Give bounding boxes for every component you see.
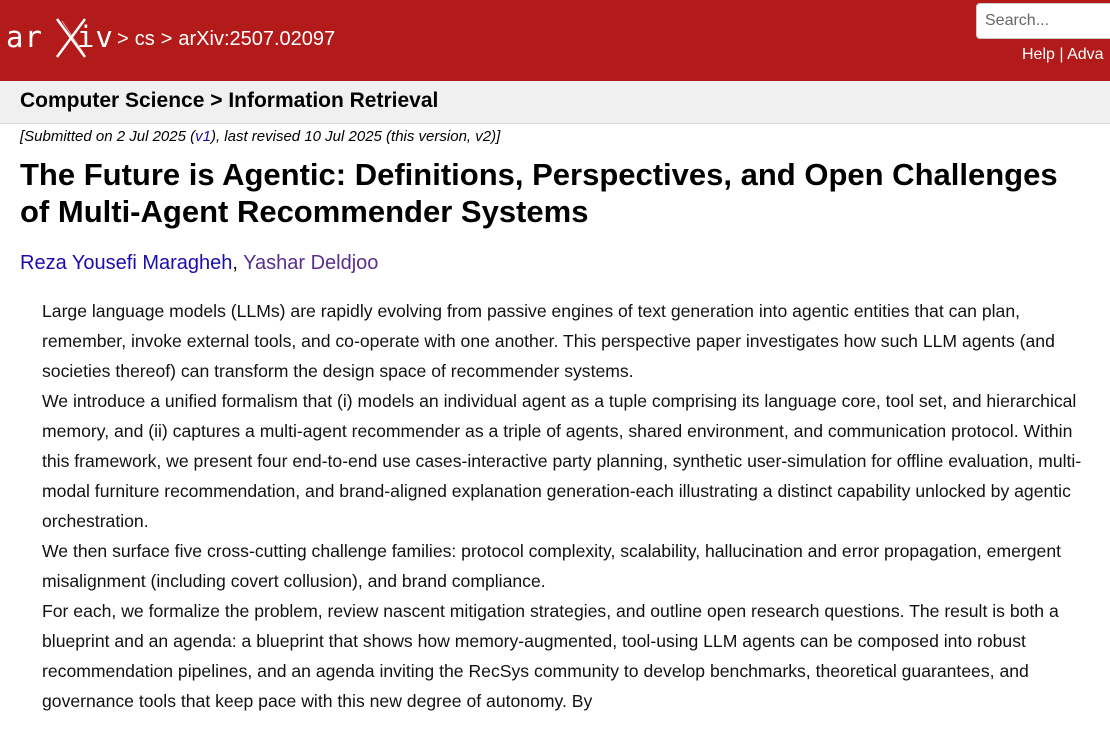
author-link[interactable]: Reza Yousefi Maragheh — [20, 252, 233, 274]
abstract — [42, 296, 1092, 716]
advanced-search-link[interactable]: Adva — [1067, 46, 1104, 63]
category-bar — [0, 81, 1110, 124]
abstract-paragraph: We then surface five cross-cutting challenge families: protocol complexity, scalability, hallucination and error propagation, emergent misalignment (including covert collusion), and brand compliance. — [42, 541, 1061, 591]
dateline-prefix: [Submitted on 2 Jul 2025 ( — [20, 128, 196, 145]
breadcrumb-separator: > — [117, 28, 129, 50]
logo-text-right: iv — [76, 20, 114, 54]
breadcrumb — [117, 27, 341, 51]
logo-text-left: ar — [6, 20, 43, 54]
version-v1-link[interactable]: v1 — [195, 128, 211, 145]
abstract-paragraph: We introduce a unified formalism that (i) models an individual agent as a tuple comprising its language core, tool set, and hierarchical memory, and (ii) captures a multi-agent recommender as a triple of agents, shared environment, and communication protocol. Within this framework, we present four end-to-end use cases-interactive party planning, synthetic user-simulation for offline evaluation, multi-modal furniture recommendation, and brand-aligned explanation generation-each illustrating a distinct capability unlocked by agentic orchestration. — [42, 391, 1082, 531]
dateline-suffix: ), last revised 10 Jul 2025 (this version, v2)] — [210, 128, 501, 145]
abstract-paragraph: Large language models (LLMs) are rapidly evolving from passive engines of text generation into agentic entities that can plan, remember, invoke external tools, and co-operate with one another. This perspective paper investigates how such LLM agents (and societies thereof) can transform the design space of recommender systems. — [42, 301, 1055, 381]
breadcrumb-paper-id: arXiv:2507.02097 — [178, 28, 336, 50]
submission-dateline — [20, 128, 500, 145]
category-heading: Computer Science > Information Retrieval — [20, 89, 439, 112]
search-input[interactable] — [976, 3, 1110, 39]
author-link[interactable]: Yashar Deldjoo — [243, 252, 379, 274]
site-header — [0, 0, 1110, 82]
author-separator: , — [232, 252, 244, 274]
breadcrumb-separator: > — [160, 28, 173, 50]
help-link[interactable]: Help — [1022, 46, 1055, 63]
help-links — [1022, 46, 1104, 64]
abstract-paragraph: For each, we formalize the problem, review nascent mitigation strategies, and outline open research questions. The result is both a blueprint and an agenda: a blueprint that shows how memory-augmented, tool-using LLM agents can be composed into robust recommendation pipelines, and an agenda inviting the RecSys community to develop benchmarks, theoretical guarantees, and governance tools that keep pace with this new degree of autonomy. By — [42, 601, 1059, 711]
bottom-fade — [0, 722, 1110, 747]
breadcrumb-cs-link[interactable]: cs — [134, 28, 155, 50]
arxiv-x-icon — [54, 16, 88, 60]
paper-title: The Future is Agentic: Definitions, Perspectives, and Open Challenges of Multi-Agent Recommender Systems — [20, 157, 1058, 229]
arxiv-logo[interactable] — [6, 14, 114, 60]
author-list — [20, 252, 378, 275]
link-separator: | — [1059, 46, 1064, 63]
